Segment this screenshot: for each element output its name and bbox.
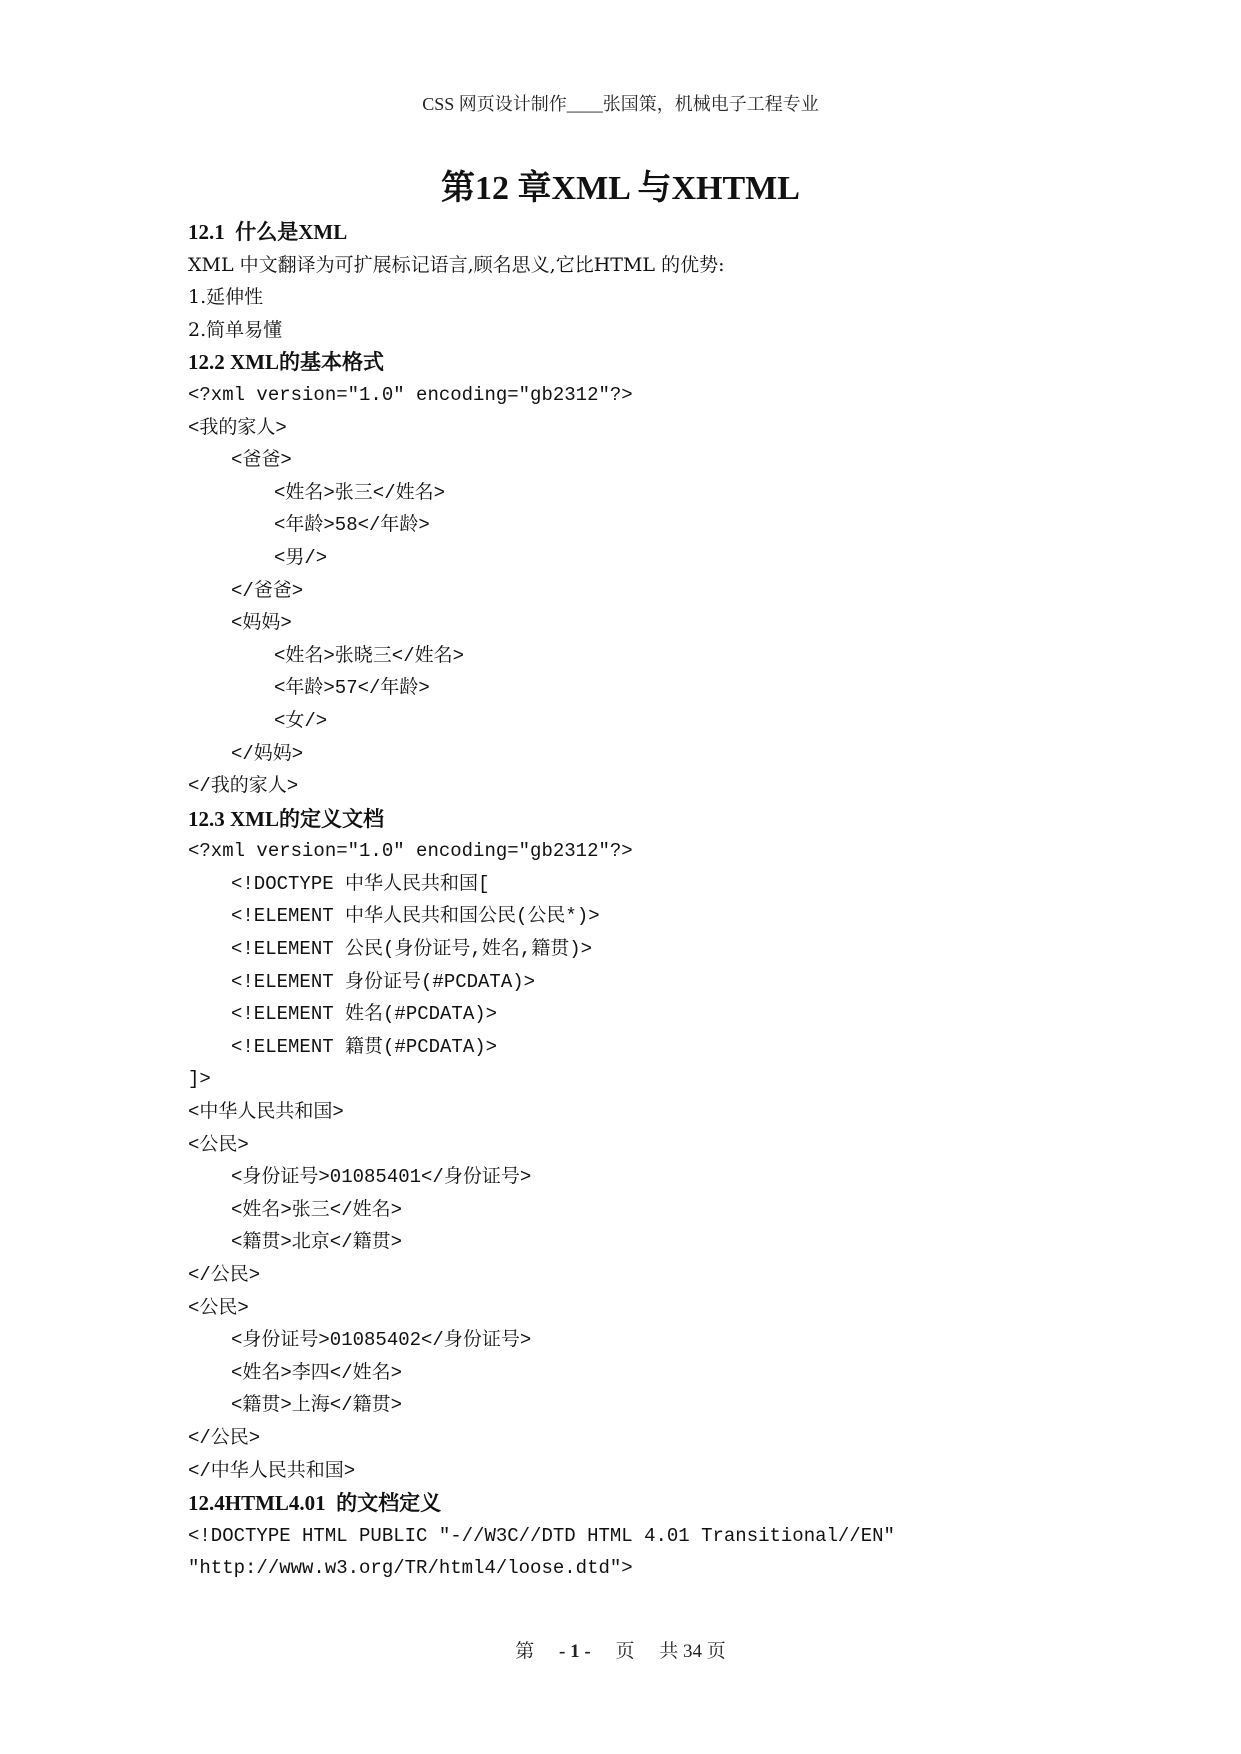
- text-line: 2.简单易懂: [188, 318, 283, 341]
- code-line: <中华人民共和国>: [188, 1101, 344, 1124]
- text-line: 1.延伸性: [188, 286, 264, 309]
- code-line: <姓名>李四</姓名>: [231, 1361, 403, 1384]
- footer-prefix: 第: [515, 1641, 535, 1662]
- code-line: <男/>: [274, 546, 328, 569]
- code-line: <?xml version="1.0" encoding="gb2312"?>: [188, 840, 633, 863]
- code-line: <身份证号>01085401</身份证号>: [231, 1166, 532, 1189]
- section-heading: 12.2 XML的基本格式: [188, 350, 384, 375]
- code-line: </爸爸>: [231, 579, 304, 602]
- text-line: XML 中文翻译为可扩展标记语言,顾名思义,它比HTML 的优势:: [188, 253, 725, 276]
- code-line: <姓名>张晓三</姓名>: [274, 644, 465, 667]
- code-line: <!ELEMENT 公民(身份证号,姓名,籍贯)>: [231, 938, 593, 961]
- code-line: <女/>: [274, 709, 328, 732]
- code-line: </公民>: [188, 1426, 261, 1449]
- code-line: <妈妈>: [231, 612, 292, 635]
- footer-page-word: 页: [615, 1641, 635, 1662]
- page-number: - 1 -: [559, 1641, 591, 1662]
- code-line: <籍贯>上海</籍贯>: [231, 1394, 403, 1417]
- code-line: <?xml version="1.0" encoding="gb2312"?>: [188, 383, 633, 406]
- section-heading: 12.1 什么是XML: [188, 220, 348, 244]
- chapter-title: 第12 章XML 与XHTML: [441, 170, 800, 207]
- code-line: </公民>: [188, 1264, 261, 1286]
- code-line: <爸爸>: [231, 449, 292, 472]
- document-body: [188, 216, 1148, 1585]
- code-line: </中华人民共和国>: [188, 1459, 356, 1482]
- code-line: <姓名>张三</姓名>: [274, 481, 446, 504]
- code-line: <公民>: [188, 1133, 249, 1156]
- code-line: <我的家人>: [188, 416, 287, 439]
- code-line: </我的家人>: [188, 775, 299, 798]
- code-line: <!DOCTYPE 中华人民共和国[: [231, 872, 490, 895]
- code-line: <!ELEMENT 姓名(#PCDATA)>: [231, 1003, 498, 1026]
- code-line: <!ELEMENT 籍贯(#PCDATA)>: [231, 1035, 498, 1058]
- code-line: ]>: [188, 1068, 211, 1091]
- section-heading: 12.3 XML的定义文档: [188, 806, 384, 831]
- code-line: <籍贯>北京</籍贯>: [231, 1231, 403, 1254]
- running-header: CSS 网页设计制作____张国策，机械电子工程专业: [422, 94, 819, 114]
- code-line: <!DOCTYPE HTML PUBLIC "-//W3C//DTD HTML 4.01 Transitional//EN": [188, 1524, 895, 1547]
- section-heading: 12.4HTML4.01 的文档定义: [188, 1491, 442, 1516]
- code-line: </妈妈>: [231, 742, 304, 765]
- page-footer: [0, 1636, 1241, 1663]
- code-line: <!ELEMENT 身份证号(#PCDATA)>: [231, 970, 536, 993]
- code-line: <姓名>张三</姓名>: [231, 1198, 403, 1221]
- code-line: <公民>: [188, 1296, 249, 1319]
- page-total: 共 34 页: [659, 1641, 726, 1662]
- code-line: <!ELEMENT 中华人民共和国公民(公民*)>: [231, 905, 600, 928]
- code-line: <年龄>57</年龄>: [274, 677, 430, 700]
- code-line: "http://www.w3.org/TR/html4/loose.dtd">: [188, 1557, 633, 1580]
- code-line: <年龄>58</年龄>: [274, 514, 430, 537]
- code-line: <身份证号>01085402</身份证号>: [231, 1329, 532, 1352]
